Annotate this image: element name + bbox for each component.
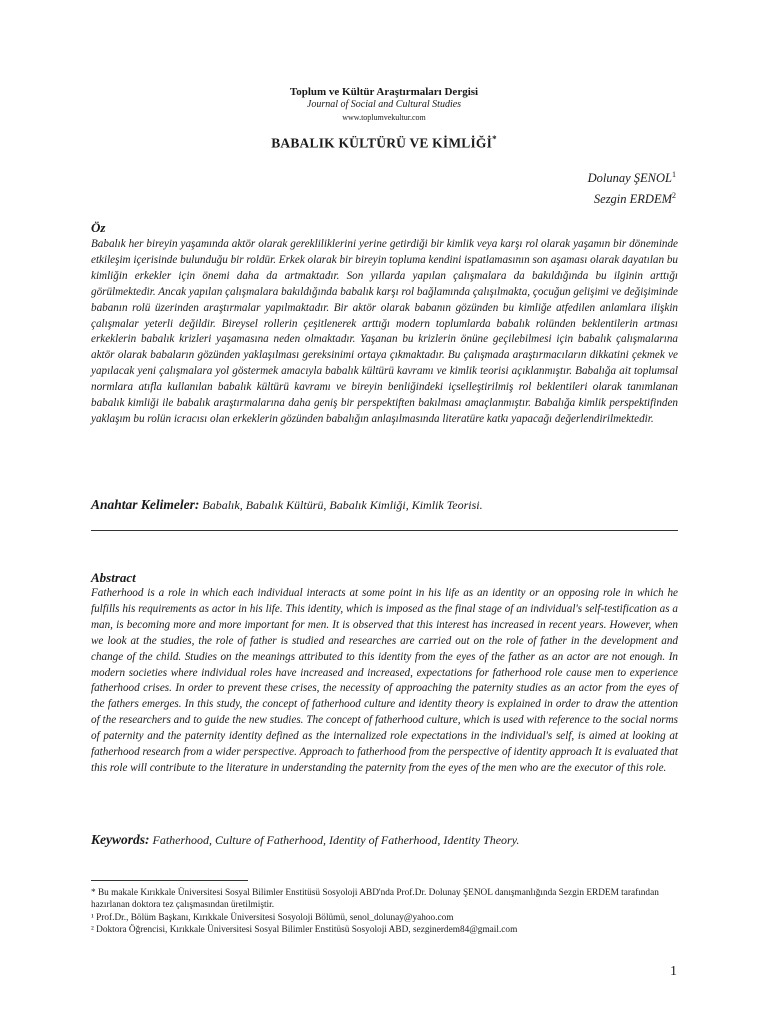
keywords-english-label: Keywords: (91, 832, 150, 847)
keywords-english (91, 832, 691, 848)
footnote-divider (91, 880, 248, 881)
oz-text: Babalık her bireyin yaşamında aktör olarak gerekliliklerini yerine getirdiği bir kimlik veya karşı rol olarak yaşamın bir döneminde etkileşim içerisinde bulunduğu bir roldür. Erkek olarak bir bireyin topluma kendini ispatlamasının son aşaması olarak dayatılan bu kimliğin erkekler için önemi daha da artmaktadır. Son yıllarda yapılan çalışmalara da bakıldığında bu ilginin arttığı görülmektedir. Ancak yapılan çalışmalara bakıldığında babalık karşı rol bağlamında çalışılmakta, çocuğun gelişimi ve değişiminde babanın rolü üzerinden araştırmalar yapılmaktadır. Bir aktör olarak babanın gözünden bu kimliğe atfedilen anlamlara ilişkin çalışmalar yeterli değildir. Bireysel rollerin çeşitlenerek arttığı modern toplumlarda babalık rolünden beklentilerin artması erkeklerin babalık krizleri yaşamasına neden olmaktadır. Yaşanan bu krizlerin önüne geçilebilmesi için babalık çalışmalarına aktör olarak babaların gözünden yaklaşılması gereksinimi ortaya çıkmaktadır. Bu çalışmada araştırmacıların dikkatini çekmek ve yapılacak yeni çalışmalara yol göstermek amacıyla babalık kültürü kavramı ve kimlik teorisi açıklanmıştır. Babalığa ait toplumsal normlara atıfla kullanılan babalık kültürü kavramı ve bireyin benliğindeki içselleştirilmiş rol beklentileri olarak tanımlanan babalık kimliği ile babalık araştırmalarına daha geniş bir perspektiften bakılması amaçlanmıştır. Babalığa kimlik perspektifinden yaklaşım bu rolün icracısı olan erkeklerin gözünden babalığın anlaşılmasında literatüre katkı yapacağı değerlendirilmektedir. (91, 238, 678, 425)
keywords-english-text: Fatherhood, Culture of Fatherhood, Identity of Fatherhood, Identity Theory. (152, 833, 520, 847)
author-1-mark: 1 (672, 170, 676, 179)
footnote-2: ² Doktora Öğrencisi, Kırıkkale Üniversitesi Sosyal Bilimler Enstitüsü Sosyoloji ABD, sezginerdem84@gmail.com (91, 925, 518, 935)
paper-title (0, 134, 768, 152)
author-2-mark: 2 (672, 191, 676, 201)
oz-heading: Öz (91, 220, 106, 235)
author-1 (588, 166, 676, 187)
author-2 (588, 187, 676, 208)
abstract-heading: Abstract (91, 570, 136, 585)
author-2-name: Sezgin ERDEM (593, 192, 672, 207)
journal-name-english: Journal of Social and Cultural Studies (306, 99, 462, 110)
author-list (588, 166, 676, 208)
keywords-turkish-label: Anahtar Kelimeler: (91, 497, 200, 512)
keywords-turkish (91, 497, 691, 513)
footnote-1: ¹ Prof.Dr., Bölüm Başkanı, Kırıkkale Üniversitesi Sosyoloji Bölümü, senol_dolunay@yahoo.com (91, 913, 454, 923)
page-number: 1 (670, 964, 677, 979)
author-1-name: Dolunay ŞENOL (587, 171, 672, 186)
title-footnote-mark: * (492, 134, 497, 144)
keywords-turkish-text: Babalık, Babalık Kültürü, Babalık Kimliği, Kimlik Teorisi. (202, 498, 483, 512)
footnote-star: * Bu makale Kırıkkale Üniversitesi Sosyal Bilimler Enstitüsü Sosyoloji ABD'nda Prof.Dr. Dolunay ŞENOL danışmanlığında Sezgin ERDEM tarafından hazırlanan doktora tez çalışmasından üretilmiştir. (91, 888, 659, 910)
journal-url[interactable]: www.toplumvekultur.com (342, 113, 426, 122)
section-divider (91, 530, 678, 531)
paper-title-text: BABALIK KÜLTÜRÜ VE KİMLİĞİ (271, 135, 493, 151)
abstract-text: Fatherhood is a role in which each individual interacts at some point in his life as an identity or an opposing role in which he fulfills his requirements as actor in his life. This identity, which is imposed as the final stage of an individual's self-testification as a man, is becoming more and more important for men. It is observed that this interest has increased in recent years. However, when we look at the studies, the role of father is studied and researches are carried out on the role of father in the development and change of the child. Studies on the meanings attributed to this identity from the eyes of the father as an actor are not enough. In modern societies where individual roles have increased and increased, expectations for fatherhood role cause men to experience fatherhood crises. In order to prevent these crises, the necessity of approaching the paternity studies as an actor from the eyes of the fathers emerges. In this study, the concept of fatherhood culture and identity theory is explained in order to draw the attention of the researchers and to guide the new studies. The concept of fatherhood culture, which is used with reference to the social norms of paternity and the paternity identity defined as the internalized role expectations in the individual's self, is aimed at looking at fatherhood research from a wider perspective. Approach to fatherhood from the perspective of identity approach It is evaluated that this role will contribute to the literature in understanding the paternity from the eyes of the men who are the executor of this role. (91, 587, 678, 774)
journal-name: Toplum ve Kültür Araştırmaları Dergisi (289, 86, 479, 98)
